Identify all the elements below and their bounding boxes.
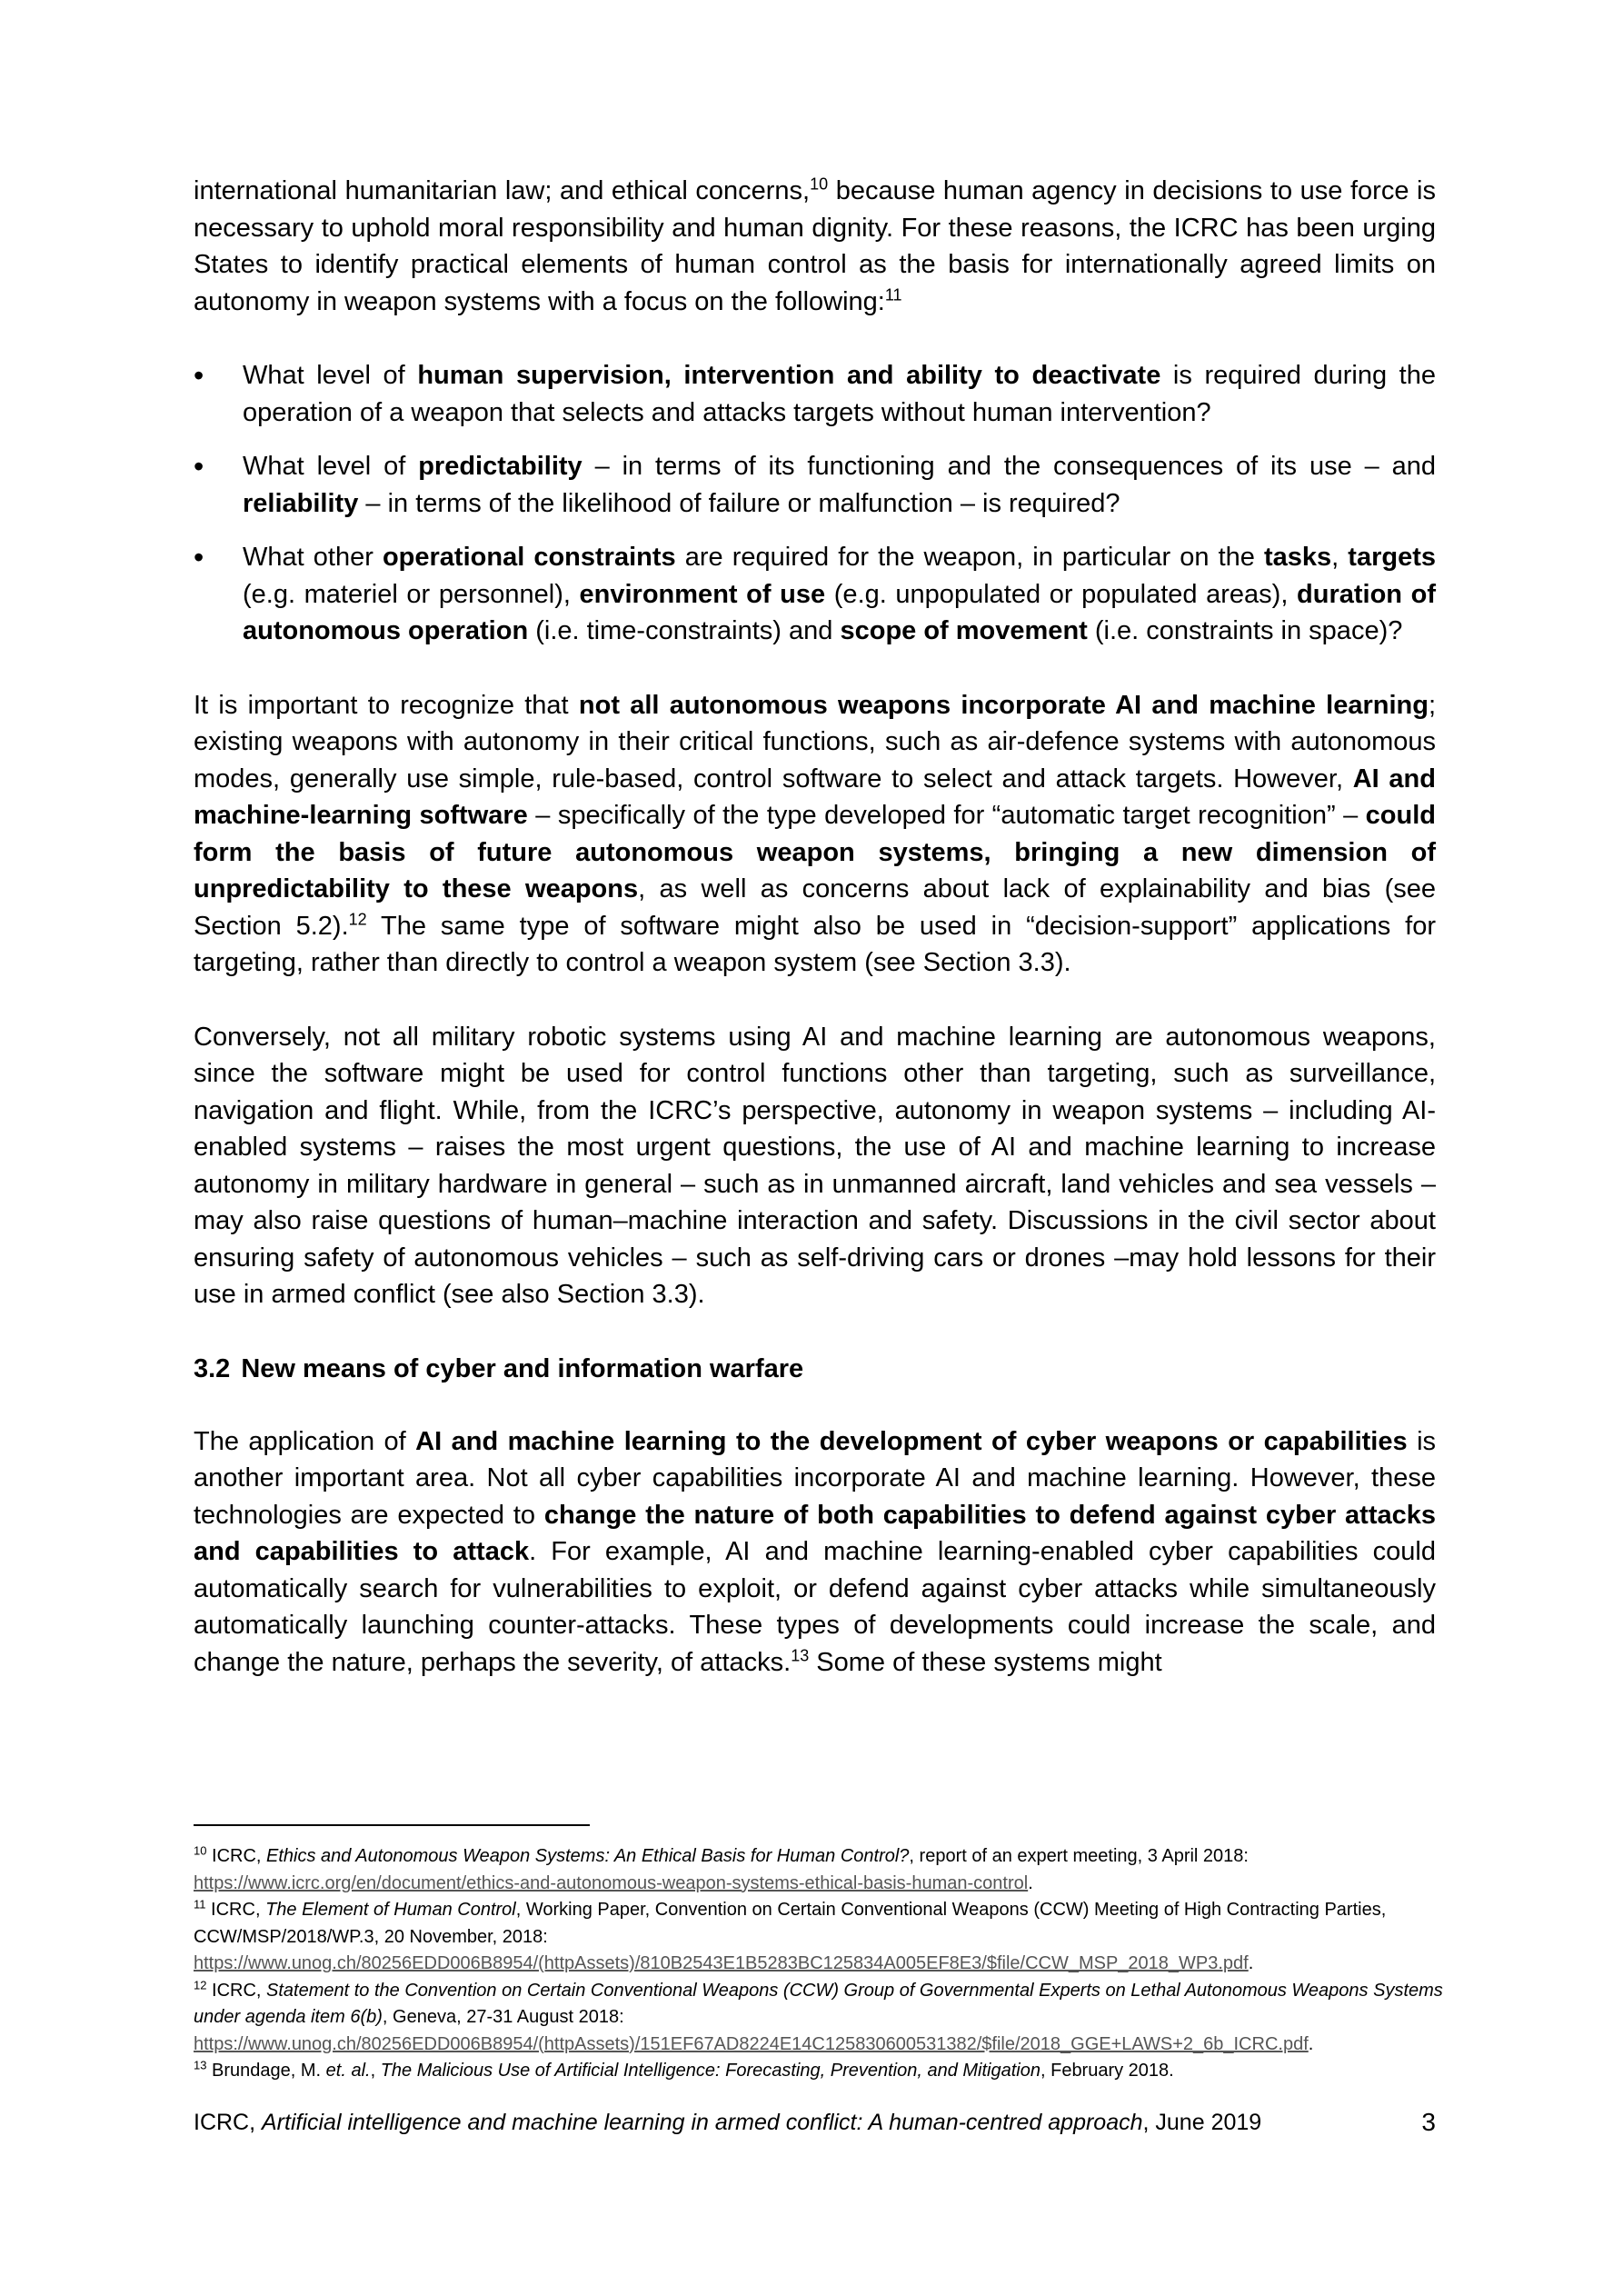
footnote-ref[interactable]: 10 <box>810 175 829 194</box>
footnote-link[interactable]: https://www.icrc.org/en/document/ethics-and-autonomous-weapon-systems-ethical-basis-human-control <box>194 1872 1029 1893</box>
footnote-number: 12 <box>194 1977 207 1992</box>
footnote-13 <box>194 2058 1448 2085</box>
page-footer <box>194 2107 1436 2138</box>
paragraph-cyber <box>194 1423 1436 1682</box>
bold-text: environment of use <box>579 579 826 609</box>
footer-title: Artificial intelligence and machine learning in armed conflict: A human-centred approach <box>262 2110 1143 2135</box>
text: , as well as concerns about lack of explainability and bias (see Section 5.2). <box>194 874 1436 941</box>
text: ICRC, <box>206 1980 267 2001</box>
text: Some of these systems might <box>809 1647 1162 1677</box>
footnotes <box>194 1843 1448 2085</box>
bullet-item <box>194 539 1436 650</box>
bold-text: change the nature of both capabilities to defend against cyber attacks and capabilities to attack <box>194 1500 1437 1566</box>
text: What level of <box>243 361 418 390</box>
paragraph-autonomous-weapons <box>194 687 1436 982</box>
main-body <box>194 173 1436 1681</box>
footer-date: , June 2019 <box>1142 2110 1262 2135</box>
section-title: New means of cyber and information warfare <box>241 1353 804 1383</box>
text: (i.e. constraints in space)? <box>1087 616 1403 645</box>
page-number: 3 <box>1421 2108 1436 2136</box>
section-number: 3.2 <box>194 1353 231 1383</box>
italic-text: Ethics and Autonomous Weapon Systems: An Ethical Basis for Human Control? <box>266 1846 910 1866</box>
italic-text: et. al. <box>325 2061 371 2081</box>
text: (e.g. materiel or personnel), <box>243 579 580 609</box>
footnote-number: 10 <box>194 1843 207 1858</box>
text: is required during the operation of a weapon that selects and attacks targets without human intervention? <box>243 361 1436 427</box>
bullet-list <box>194 357 1436 650</box>
text: , <box>370 2061 381 2081</box>
text: are required for the weapon, in particular on the <box>675 543 1264 572</box>
text: The application of <box>194 1426 416 1456</box>
bold-text: AI and machine learning to the development of cyber weapons or capabilities <box>415 1426 1408 1456</box>
bold-text: operational constraints <box>382 543 676 572</box>
footnote-separator <box>194 1824 590 1826</box>
text: . <box>1028 1872 1033 1893</box>
footnote-number: 13 <box>194 2058 207 2072</box>
text: ICRC, <box>205 1900 266 1920</box>
footnote-ref[interactable]: 13 <box>791 1645 810 1664</box>
intro-paragraph <box>194 173 1436 320</box>
footnote-ref[interactable]: 11 <box>884 285 902 304</box>
bullet-item <box>194 357 1436 431</box>
paragraph-military-robotics: Conversely, not all military robotic systems using AI and machine learning are autonomous weapons, since the software might be used for control functions other than targeting, such as surveillance, navigation and flight. While, from the ICRC’s perspective, autonomy in weapon systems – including AI-enabled systems – raises the most urgent questions, the use of AI and machine learning to increase autonomy in military hardware in general – such as in unmanned aircraft, land vehicles and sea vessels – may also raise questions of human–machine interaction and safety. Discussions in the civil sector about ensuring safety of autonomous vehicles – such as self-driving cars or drones –may hold lessons for their use in armed conflict (see also Section 3.3). <box>194 1022 1436 1309</box>
text: , Geneva, 27-31 August 2018: <box>382 2007 624 2027</box>
text: international humanitarian law; and ethical concerns, <box>194 176 811 205</box>
footnote-11 <box>194 1897 1448 1978</box>
text: – in terms of the likelihood of failure or malfunction – is required? <box>358 488 1120 518</box>
text: – in terms of its functioning and the consequences of its use – and <box>582 452 1436 481</box>
bold-text: could form the basis of future autonomous weapon systems, bringing a new dimension of unpredictability to these weapons <box>194 801 1436 903</box>
bold-text: human supervision, intervention and ability to deactivate <box>417 361 1161 390</box>
footnote-link[interactable]: https://www.unog.ch/80256EDD006B8954/(httpAssets)/151EF67AD8224E14C125830600531382/$file/2018_GGE+LAWS+2_6b_ICRC.pdf <box>194 2033 1309 2054</box>
bold-text: duration of autonomous operation <box>243 579 1436 645</box>
bold-text: predictability <box>418 452 582 481</box>
text: The same type of software might also be used in “decision-support” applications for targeting, rather than directly to control a weapon system (see Section 3.3). <box>194 911 1436 977</box>
text: What level of <box>243 452 419 481</box>
bold-text: scope of movement <box>840 616 1088 645</box>
text: . <box>1308 2033 1314 2054</box>
text: ICRC, <box>206 1846 267 1866</box>
italic-text: The Element of Human Control <box>265 1900 516 1920</box>
text: Brundage, M. <box>206 2061 326 2081</box>
text: . For example, AI and machine learning-enabled cyber capabilities could automatically search for vulnerabilities to exploit, or defend against cyber attacks while simultaneously automatically launching counter-attacks. These types of developments could increase the scale, and change the nature, perhaps the severity, of attacks. <box>194 1537 1437 1677</box>
footnote-12 <box>194 1978 1448 2059</box>
bullet-item <box>194 448 1436 522</box>
text: It is important to recognize that <box>194 690 579 720</box>
bold-text: not all autonomous weapons incorporate AI and machine learning <box>578 690 1429 720</box>
text: , February 2018. <box>1040 2061 1174 2081</box>
footnote-link[interactable]: https://www.unog.ch/80256EDD006B8954/(httpAssets)/810B2543E1B5283BC125834A005EF8E3/$file/CCW_MSP_2018_WP3.pdf <box>194 1953 1249 1973</box>
italic-text: Statement to the Convention on Certain Conventional Weapons (CCW) Group of Governmental Experts on Lethal Autonomous Weapons Systems under agenda item 6(b) <box>194 1980 1443 2027</box>
text: (e.g. unpopulated or populated areas), <box>825 579 1298 609</box>
bold-text: tasks <box>1263 543 1332 572</box>
text: , <box>1331 543 1349 572</box>
text: (i.e. time-constraints) and <box>528 616 841 645</box>
footnote-ref[interactable]: 12 <box>348 909 367 928</box>
text: is another important area. Not all cyber capabilities incorporate AI and machine learning. However, these technologies are expected to <box>194 1426 1437 1530</box>
bold-text: reliability <box>243 488 359 518</box>
italic-text: The Malicious Use of Artificial Intelligence: Forecasting, Prevention, and Mitigation <box>380 2061 1041 2081</box>
footnote-number: 11 <box>194 1897 206 1912</box>
text: ; existing weapons with autonomy in their critical functions, such as air-defence systems with autonomous modes, generally use simple, rule-based, control software to select and attack targets. However, <box>194 690 1436 794</box>
section-heading <box>194 1351 1436 1387</box>
footer-text: ICRC, <box>194 2110 262 2135</box>
text: , Working Paper, Convention on Certain Conventional Weapons (CCW) Meeting of High Contracting Parties, CCW/MSP/2018/WP.3, 20 November, 2018: <box>194 1900 1387 1947</box>
bold-text: targets <box>1348 543 1436 572</box>
text: – specifically of the type developed for “automatic target recognition” – <box>527 801 1366 830</box>
bold-text: AI and machine-learning software <box>194 764 1436 830</box>
text: , report of an expert meeting, 3 April 2018: <box>909 1846 1249 1866</box>
text: What other <box>243 543 383 572</box>
text: . <box>1248 1953 1254 1973</box>
footnote-10 <box>194 1843 1448 1897</box>
text: because human agency in decisions to use force is necessary to uphold moral responsibility and human dignity. For these reasons, the ICRC has been urging States to identify practical elements of human control as the basis for internationally agreed limits on autonomy in weapon systems with a focus on the following: <box>194 176 1436 316</box>
